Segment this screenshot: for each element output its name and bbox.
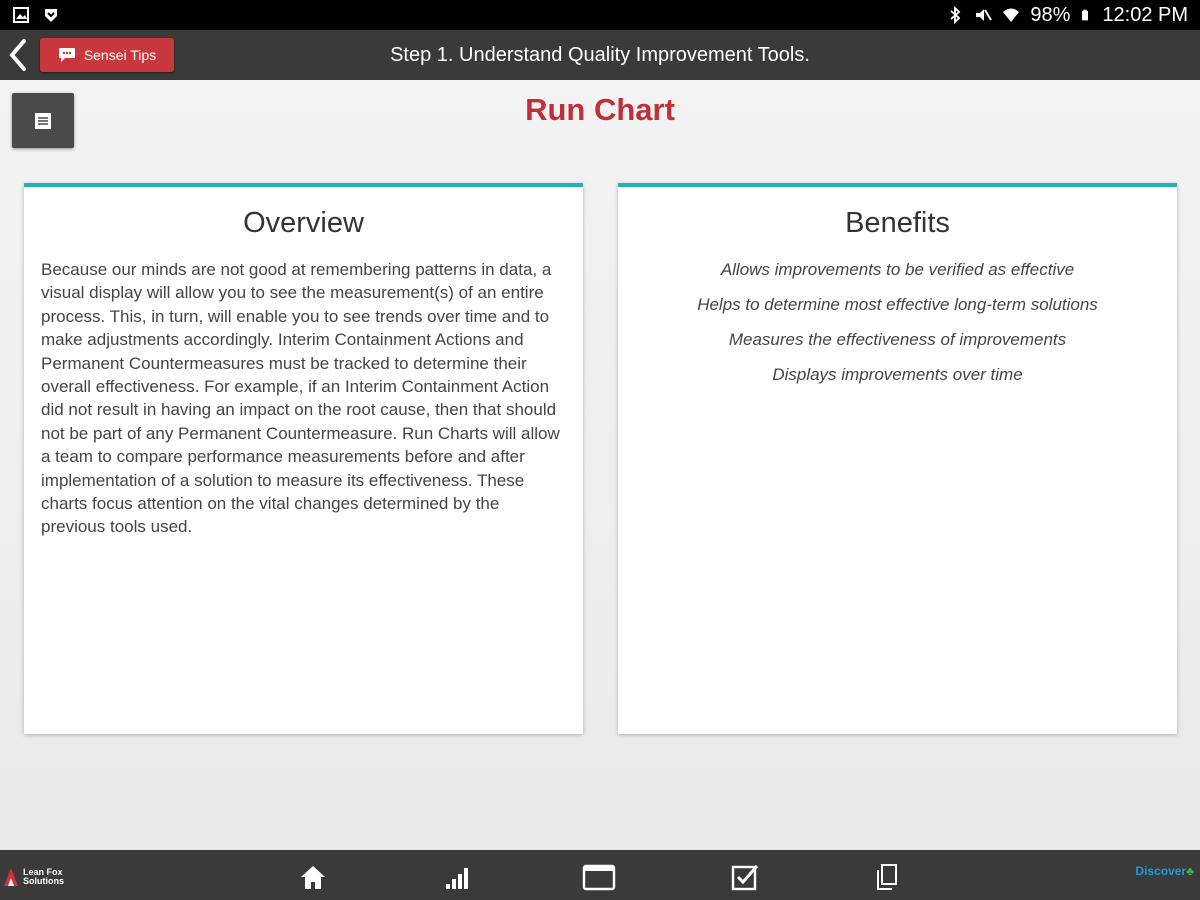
app-bar — [0, 30, 1200, 80]
overview-text: Because our minds are not good at remembering patterns in data, a visual display will allow you to see the measurement(s) of an entire process. This, in turn, will enable you to see trends over time and to make adjustments accordingly. Interim Containment Actions and Permanent Countermeasures must be tracked to determine their overall effectiveness. For example, if an Interim Containment Action did not result in having an impact on the root cause, then that should not be part of any Permanent Countermeasure. Run Charts will allow a team to compare performance measurements before and after implementation of a solution to measure its effectiveness. These charts focus attention on the vital changes determined by the previous tools used. — [41, 260, 560, 537]
image-notification-icon — [12, 6, 30, 24]
chevron-left-icon — [8, 39, 28, 71]
bottom-nav-bar — [0, 850, 1200, 900]
download-notification-icon — [42, 6, 60, 24]
brand-line-2: Solutions — [23, 876, 64, 886]
page-title: Run Chart — [525, 92, 675, 127]
brand-line-1: Lean Fox — [23, 867, 63, 877]
overview-heading: Overview — [243, 207, 364, 239]
home-icon — [298, 862, 328, 892]
benefits-card — [618, 183, 1177, 734]
sensei-tips-label: Sensei Tips — [83, 47, 157, 63]
clock: 12:02 PM — [1102, 3, 1188, 26]
partner-logo — [1135, 864, 1194, 878]
benefit-item: Measures the effectiveness of improvements — [728, 330, 1067, 349]
overview-card — [24, 183, 583, 734]
lean-fox-logo — [2, 864, 72, 890]
brand-text — [23, 868, 64, 886]
document-icon — [872, 862, 902, 892]
benefits-list — [635, 258, 1160, 386]
benefit-item: Displays improvements over time — [772, 365, 1023, 384]
nav-home-button[interactable] — [296, 860, 330, 894]
back-button[interactable] — [0, 30, 36, 80]
benefit-item: Allows improvements to be verified as effective — [720, 260, 1075, 279]
nav-window-button[interactable] — [582, 860, 616, 894]
nav-checklist-button[interactable] — [728, 860, 762, 894]
fox-icon — [2, 866, 20, 888]
partner-text: Discover — [1135, 864, 1187, 878]
sensei-tips-button[interactable] — [40, 38, 174, 72]
status-left — [12, 6, 60, 24]
status-right — [946, 4, 1188, 27]
status-bar — [0, 0, 1200, 30]
chat-bubble-icon — [58, 47, 76, 63]
checkbox-icon — [730, 862, 760, 892]
nav-progress-button[interactable] — [440, 860, 474, 894]
battery-icon — [1080, 6, 1092, 24]
window-icon — [582, 862, 616, 892]
battery-percent: 98% — [1030, 3, 1071, 26]
bluetooth-icon — [946, 6, 964, 24]
benefits-heading: Benefits — [845, 207, 950, 239]
benefit-item: Helps to determine most effective long-term solutions — [697, 295, 1098, 314]
app-bar-title: Step 1. Understand Quality Improvement Tools. — [390, 43, 810, 66]
mute-icon — [974, 6, 992, 24]
signal-bars-icon — [442, 862, 472, 892]
leaf-icon: ♣ — [1186, 864, 1194, 878]
nav-documents-button[interactable] — [870, 860, 904, 894]
wifi-icon — [1002, 6, 1020, 24]
